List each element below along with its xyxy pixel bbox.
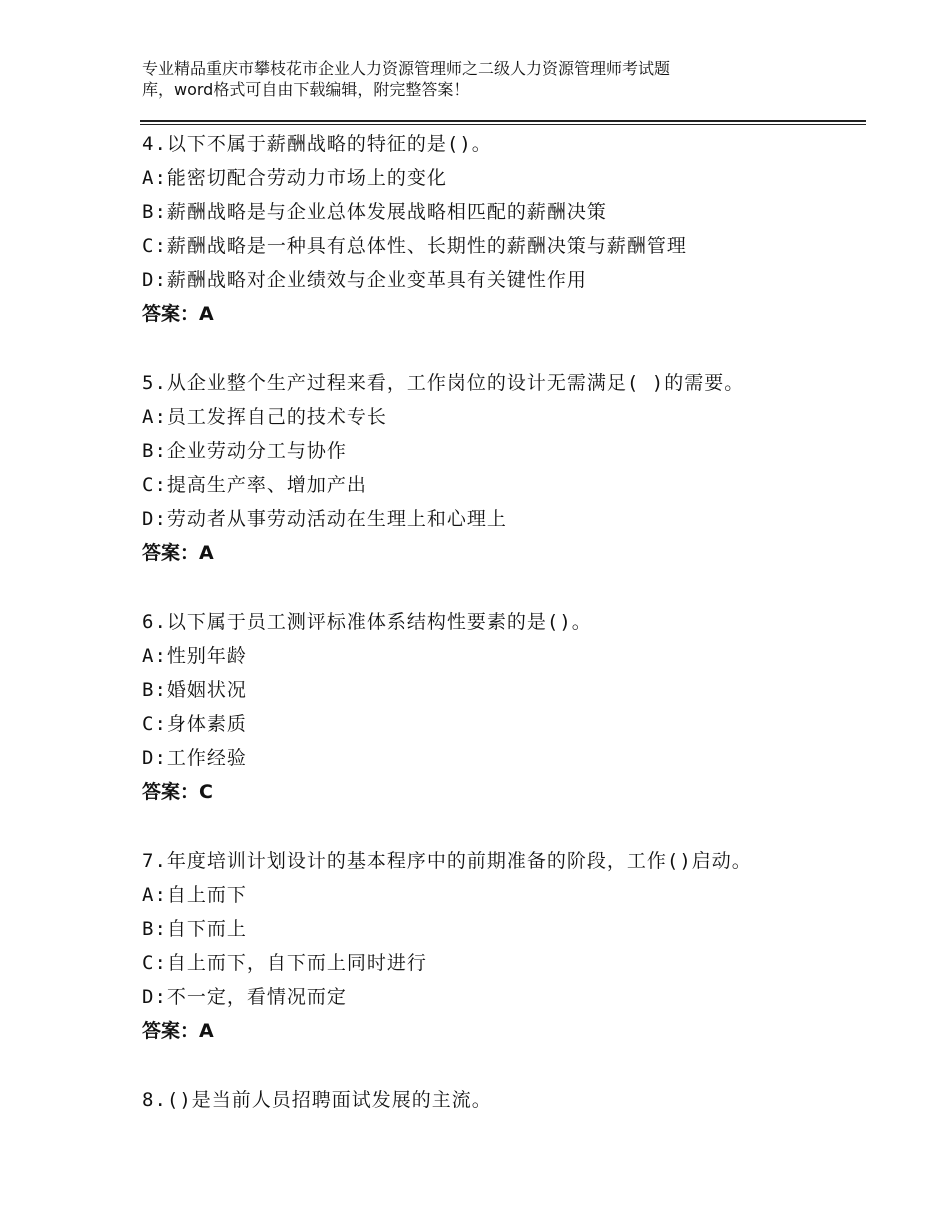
question-8 [142, 1083, 862, 1117]
document-header [142, 58, 802, 100]
option-c: C:薪酬战略是一种具有总体性、长期性的薪酬决策与薪酬管理 [142, 235, 687, 257]
question-7 [142, 844, 862, 1048]
answer-line: 答案：A [142, 303, 214, 325]
question-stem: 7.年度培训计划设计的基本程序中的前期准备的阶段，工作()启动。 [142, 850, 752, 872]
option-c: C:身体素质 [142, 713, 247, 735]
option-a: A:自上而下 [142, 884, 247, 906]
question-5 [142, 366, 862, 570]
question-stem: 8.()是当前人员招聘面试发展的主流。 [142, 1089, 492, 1111]
option-d: D:劳动者从事劳动活动在生理上和心理上 [142, 508, 507, 530]
option-c: C:自上而下，自下而上同时进行 [142, 952, 427, 974]
option-a: A:能密切配合劳动力市场上的变化 [142, 167, 447, 189]
option-b: B:自下而上 [142, 918, 247, 940]
option-a: A:员工发挥自己的技术专长 [142, 406, 387, 428]
option-b: B:企业劳动分工与协作 [142, 440, 347, 462]
option-b: B:薪酬战略是与企业总体发展战略相匹配的薪酬决策 [142, 201, 607, 223]
header-title-line-1: 专业精品重庆市攀枝花市企业人力资源管理师之二级人力资源管理师考试题 [142, 59, 671, 78]
question-6 [142, 605, 862, 809]
question-4 [142, 127, 862, 331]
answer-line: 答案：A [142, 1020, 214, 1042]
option-d: D:不一定，看情况而定 [142, 986, 347, 1008]
header-title-line-2: 库，word格式可自由下载编辑，附完整答案！ [142, 80, 470, 99]
option-b: B:婚姻状况 [142, 679, 247, 701]
option-c: C:提高生产率、增加产出 [142, 474, 367, 496]
header-divider-thick [140, 120, 866, 122]
option-d: D:工作经验 [142, 747, 247, 769]
option-d: D:薪酬战略对企业绩效与企业变革具有关键性作用 [142, 269, 587, 291]
question-stem: 4.以下不属于薪酬战略的特征的是()。 [142, 133, 492, 155]
question-stem: 5.从企业整个生产过程来看，工作岗位的设计无需满足( )的需要。 [142, 372, 745, 394]
answer-line: 答案：A [142, 542, 214, 564]
question-stem: 6.以下属于员工测评标准体系结构性要素的是()。 [142, 611, 592, 633]
option-a: A:性别年龄 [142, 645, 247, 667]
header-divider-thin [140, 124, 866, 125]
answer-line: 答案：C [142, 781, 213, 803]
